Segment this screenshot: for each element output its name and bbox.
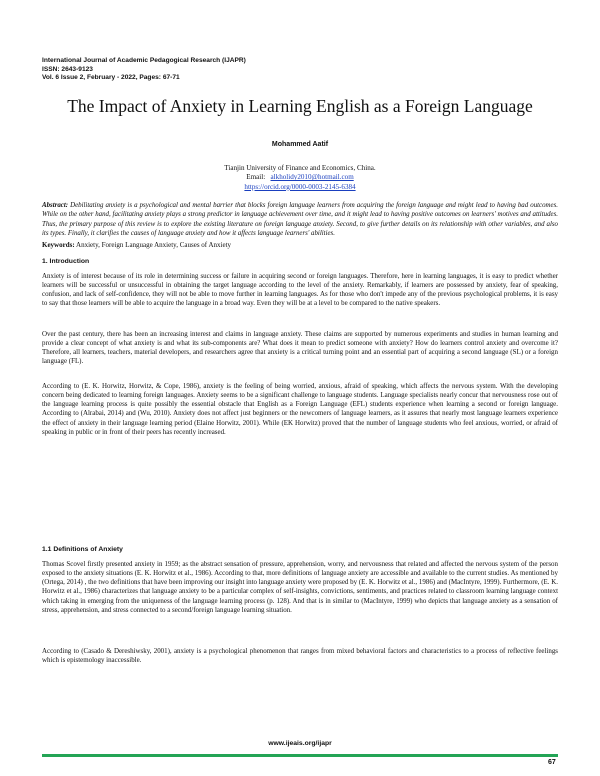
affiliation-block bbox=[42, 164, 558, 192]
keywords-text: Anxiety, Foreign Language Anxiety, Causes of Anxiety bbox=[76, 241, 232, 249]
affiliation-institution: Tianjin University of Finance and Economics, China. bbox=[224, 164, 376, 172]
section-heading-introduction: 1. Introduction bbox=[42, 258, 90, 265]
paper-title: The Impact of Anxiety in Learning English as a Foreign Language bbox=[67, 96, 533, 116]
journal-name: International Journal of Academic Pedagogical Research (IJAPR) bbox=[42, 57, 246, 64]
author-name: Mohammed Aatif bbox=[271, 141, 329, 148]
footer-url: www.ijeais.org/ijapr bbox=[268, 740, 332, 747]
intro-paragraph-1: Anxiety is of interest because of its role in determining success or failure in acquiring second or foreign languages. Therefore, here in learning languages, it is easy to predict whether learners will be successful or unsuccessful in obtaining the target language according to the level of the anxiety. Remarkably, if learners are possessed by anxiety, fear of speaking, confusion, and lack of self-confidence, they will not be able to move further in learning languages. As for those who don't impede any of the previous psychological problems, it is easy to say that those learners will be able to acquire the language in a broad way. Even they will be at a level to be compared to the native speakers. bbox=[42, 272, 558, 308]
journal-issn: ISSN: 2643-9123 bbox=[42, 65, 93, 73]
abstract bbox=[42, 201, 558, 238]
definitions-paragraph-1: Thomas Scovel firstly presented anxiety in 1959; as the abstract sensation of pressure, apprehension, worry, and nervousness that related and affected the nervous system of the person exposed to the anxiety situations (E. K. Horwitz et al., 1986). According to that, more definitions of language anxiety are accessible and available to the current studies. As mentioned by (Ortega, 2014) , the two definitions that have been improving our insight into language anxiety were proposed by (E. K. Horwitz et al., 1986) and (MacIntyre, 1999). Furthermore, (E. K. Horwitz et al., 1986) characterizes that language anxiety to be a particular complex of self-insights, convictions, sentiments, and practices related to classroom learning language context which taking in emerging from the uniqueness of the language learning process (p. 128). And that is in similar to (MacIntyre, 1999) who depicts that language anxiety as a sensation of stress, apprehension, and stress connected to a second/foreign language learning situation. bbox=[42, 560, 558, 614]
footer-rule bbox=[42, 754, 558, 757]
journal-volume: Vol. 6 Issue 2, February - 2022, Pages: 67-71 bbox=[42, 74, 180, 82]
email-link[interactable]: alkholidy2010@hotmail.com bbox=[270, 173, 354, 182]
keywords bbox=[42, 241, 231, 249]
intro-paragraph-2: Over the past century, there has been an increasing interest and claims in language anxiety. These claims are supported by numerous experiments and studies in human learning and provide a clear concept of what anxiety is and what its sub-components are? What does it mean to predict someone with anxiety? How do learners control anxiety and overcome it? Therefore, all learners, teachers, material developers, and researchers agree that anxiety is a critical turning point and an essential part of acquiring a second language (SL) or a foreign language (FL). bbox=[42, 330, 558, 366]
orcid-link[interactable]: https://orcid.org/0000-0003-2145-6384 bbox=[244, 182, 356, 191]
definitions-paragraph-2: According to (Casado & Dereshiwsky, 2001), anxiety is a psychological phenomenon that ranges from mixed behavioral factors and characteristics to a process of reflective feelings which is epistemology inaccessible. bbox=[42, 647, 558, 665]
keywords-label: Keywords: bbox=[42, 241, 75, 249]
section-heading-definitions: 1.1 Definitions of Anxiety bbox=[42, 546, 123, 553]
abstract-label: Abstract: bbox=[42, 202, 69, 209]
journal-header bbox=[42, 57, 246, 83]
email-label: Email: bbox=[246, 173, 266, 182]
page-number: 67 bbox=[548, 759, 556, 766]
intro-paragraph-3: According to (E. K. Horwitz, Horwitz, & Cope, 1986), anxiety is the feeling of being worried, anxious, afraid of speaking, which affects the nervous system. With the developing concern being dedicated to learning foreign languages. Anxiety seems to be a significant challenge to language students. Language specialists nearly concur that nervousness rose out of the language learning process is quite possibly the essential obstacle that English as a Foreign Language (EFL) students experience when learning a second or foreign language. According to (Alrabai, 2014) and (Wu, 2010). Anxiety does not affect just beginners or the newcomers of language learners, as it assures that nearly most language learners experience the effect of anxiety in their language learning period (Elaine Horwitz, 2001). While (EK Horwitz) proved that the number of language students who feel anxious, worried, or afraid of speaking in public or in front of their peers has recently increased. bbox=[42, 382, 558, 436]
affiliation-orcid-line bbox=[42, 183, 558, 192]
abstract-text: Debilitating anxiety is a psychological and mental barrier that blocks foreign language learners from acquiring the foreign language and might lead to having bad outcomes. While on the other hand, facilitating anxiety plays a strong predictor in language achievement over time, and it might lead to having positive outcomes on learners' motives and attitudes. Thus, the primary purpose of this review is to explore the existing literature on foreign language anxiety. Second, to give further details on its relationship with other variables, and also its types. Finally, it clarifies the causes of language anxiety and how it affects language learners' abilities. bbox=[42, 202, 558, 238]
affiliation-email-line bbox=[42, 173, 558, 182]
